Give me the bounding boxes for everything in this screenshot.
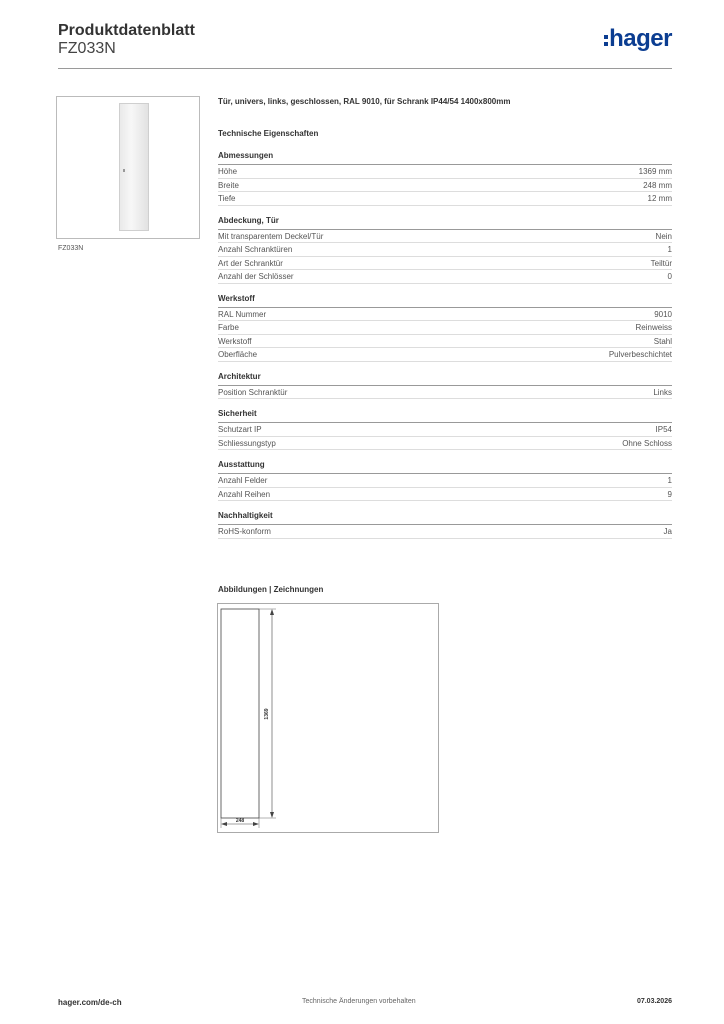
- header-divider: [58, 68, 672, 69]
- spec-value: 1369 mm: [638, 167, 672, 176]
- spec-label: Anzahl Schranktüren: [218, 245, 293, 254]
- spec-value: 1: [667, 245, 672, 254]
- spec-label: Anzahl Felder: [218, 476, 268, 485]
- spec-label: Schliessungstyp: [218, 438, 276, 448]
- drawing-svg: [218, 604, 440, 834]
- spec-label: Tiefe: [218, 194, 236, 203]
- product-image-caption: FZ033N: [58, 245, 84, 252]
- spec-row: [218, 257, 672, 271]
- height-dimension-label: 1369: [264, 708, 270, 720]
- product-image: [56, 96, 200, 239]
- spec-value: 9010: [654, 309, 672, 319]
- spec-value: 12 mm: [647, 194, 672, 203]
- spec-label: Höhe: [218, 167, 238, 176]
- spec-row: [218, 243, 672, 257]
- arrow-left-icon: [221, 822, 227, 826]
- spec-label: RoHS-konform: [218, 527, 271, 536]
- page-title: Produktdatenblatt: [58, 22, 195, 39]
- spec-value: Ja: [663, 527, 672, 536]
- spec-group-heading: Abmessungen: [218, 151, 672, 165]
- arrow-up-icon: [270, 609, 274, 615]
- spec-value: Ohne Schloss: [622, 438, 672, 448]
- spec-label: Art der Schranktür: [218, 258, 283, 268]
- spec-row: [218, 348, 672, 362]
- footer-date: 07.03.2026: [636, 998, 672, 1005]
- spec-row: [218, 474, 672, 488]
- spec-value: 0: [667, 272, 672, 281]
- spec-label: Position Schranktür: [218, 387, 288, 397]
- spec-row: [218, 230, 672, 244]
- footer-note: Technische Änderungen vorbehalten: [302, 998, 416, 1005]
- spec-group-heading: Werkstoff: [218, 294, 672, 308]
- width-dimension-label: 248: [235, 818, 245, 824]
- door-hinge-mark: [123, 169, 125, 172]
- spec-group: [218, 216, 672, 284]
- spec-row: [218, 192, 672, 206]
- hager-logo: [604, 27, 672, 51]
- spec-group-heading: Sicherheit: [218, 409, 672, 423]
- product-code: FZ033N: [58, 40, 116, 57]
- spec-label: Anzahl Reihen: [218, 489, 271, 499]
- door-outline: [221, 609, 259, 818]
- arrow-right-icon: [253, 822, 259, 826]
- spec-value: 248 mm: [643, 180, 672, 190]
- spec-label: Oberfläche: [218, 350, 258, 359]
- spec-row: [218, 437, 672, 451]
- spec-label: Breite: [218, 180, 239, 190]
- spec-row: [218, 488, 672, 502]
- spec-row: [218, 386, 672, 400]
- spec-group: [218, 460, 672, 501]
- spec-row: [218, 308, 672, 322]
- spec-label: Anzahl der Schlösser: [218, 272, 294, 281]
- spec-group: [218, 151, 672, 206]
- spec-value: 1: [667, 476, 672, 485]
- logo-text: hager: [609, 25, 672, 52]
- spec-label: Werkstoff: [218, 336, 252, 346]
- spec-row: [218, 321, 672, 335]
- spec-group-heading: Abdeckung, Tür: [218, 216, 672, 230]
- spec-value: Stahl: [653, 336, 672, 346]
- drawings-heading: Abbildungen | Zeichnungen: [218, 585, 324, 594]
- spec-value: IP54: [655, 425, 672, 434]
- spec-label: RAL Nummer: [218, 309, 267, 319]
- product-title: Tür, univers, links, geschlossen, RAL 9010, für Schrank IP44/54 1400x800mm: [218, 97, 511, 106]
- spec-value: 9: [667, 489, 672, 499]
- product-specs: [218, 97, 672, 539]
- logo-dots-icon: [604, 35, 608, 46]
- spec-row: [218, 270, 672, 284]
- spec-label: Mit transparentem Deckel/Tür: [218, 231, 324, 241]
- spec-group: [218, 409, 672, 450]
- door-illustration: [119, 103, 149, 231]
- spec-label: Schutzart IP: [218, 425, 262, 434]
- arrow-down-icon: [270, 812, 274, 818]
- technical-drawing: [217, 603, 439, 833]
- spec-label: Farbe: [218, 323, 239, 332]
- spec-group-heading: Nachhaltigkeit: [218, 511, 672, 525]
- spec-group-heading: Ausstattung: [218, 460, 672, 474]
- spec-group-heading: Architektur: [218, 372, 672, 386]
- spec-group: [218, 511, 672, 539]
- spec-row: [218, 335, 672, 349]
- spec-row: [218, 179, 672, 193]
- spec-value: Reinweiss: [635, 323, 672, 332]
- footer-website: hager.com/de-ch: [58, 998, 122, 1007]
- spec-groups: [218, 151, 672, 539]
- spec-group: [218, 372, 672, 400]
- spec-value: Teiltür: [650, 258, 672, 268]
- spec-row: [218, 525, 672, 539]
- spec-value: Nein: [655, 231, 672, 241]
- spec-value: Pulverbeschichtet: [608, 350, 672, 359]
- spec-group: [218, 294, 672, 362]
- spec-row: [218, 423, 672, 437]
- spec-row: [218, 165, 672, 179]
- spec-value: Links: [653, 387, 672, 397]
- technical-properties-heading: Technische Eigenschaften: [218, 129, 319, 138]
